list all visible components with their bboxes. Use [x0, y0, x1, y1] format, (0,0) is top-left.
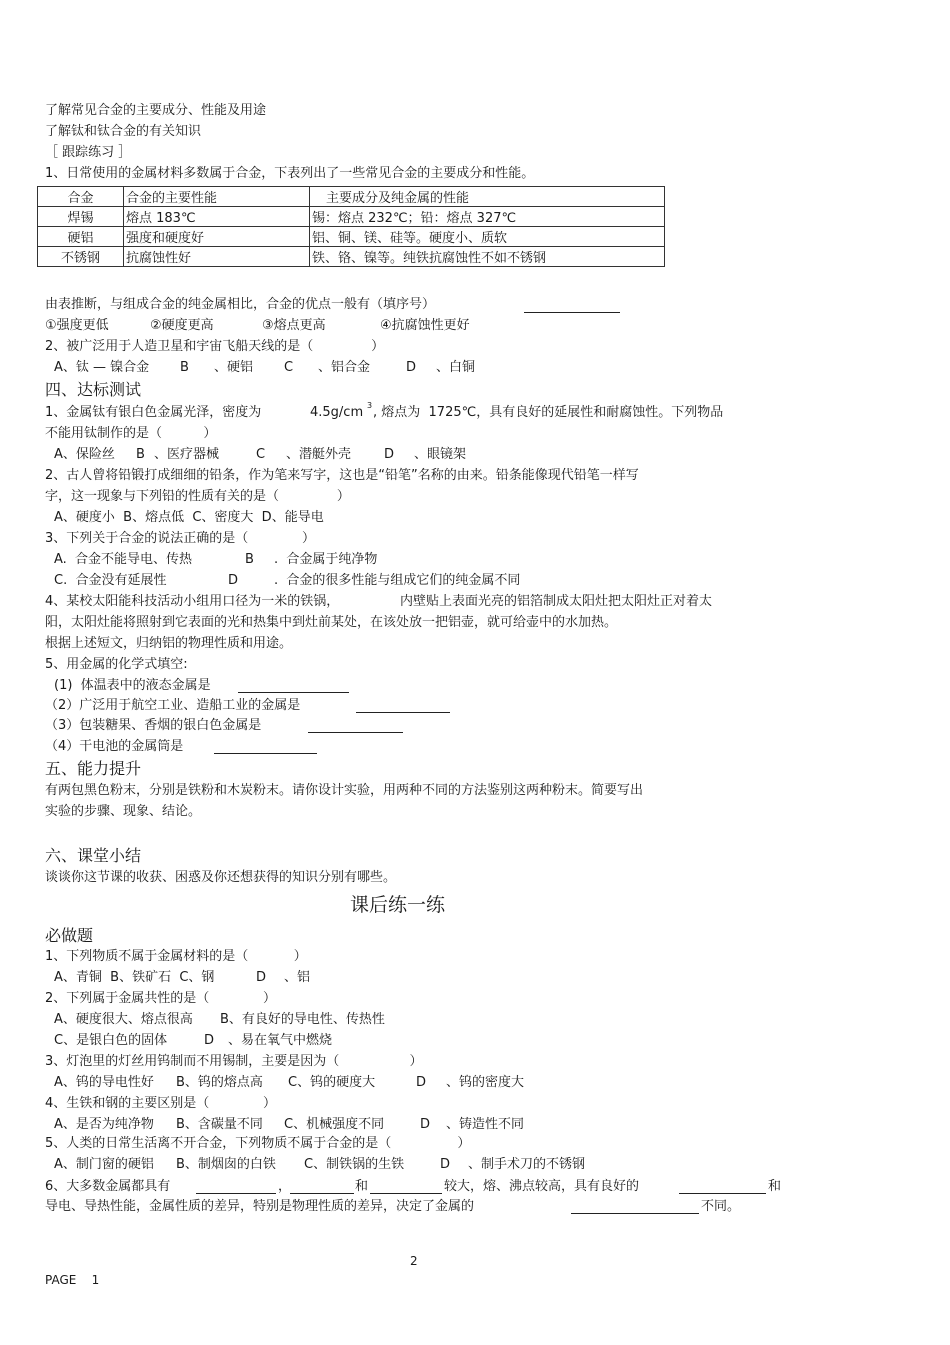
table-cell: 铝、铜、镁、硅等。硬度小、质软	[310, 227, 665, 247]
section4-q3-option: B	[245, 552, 254, 567]
homework-q4-option: A、是否为纯净物	[54, 1117, 154, 1132]
section4-q5-item: （4）干电池的金属筒是	[45, 739, 184, 754]
homework-q1-option: 、铝	[284, 970, 311, 985]
tracking-q2-option: 、白铜	[436, 360, 476, 375]
section4-heading: 四、达标测试	[45, 380, 142, 399]
homework-q6-end: 不同。	[701, 1199, 741, 1214]
table-cell: 抗腐蚀性好	[124, 247, 310, 267]
page-number: 2	[410, 1254, 418, 1268]
homework-q5-option: A、制门窗的硬铝	[54, 1157, 154, 1172]
table-cell: 硬铝	[38, 227, 124, 247]
homework-q4-option: C、机械强度不同	[284, 1117, 385, 1132]
section4-q1-option: 、潜艇外壳	[286, 447, 352, 462]
table-row	[38, 207, 665, 227]
section4-q3-option: A. 合金不能导电、传热	[54, 552, 193, 567]
answer-blank[interactable]	[214, 753, 317, 754]
section5-line1: 有两包黑色粉末，分别是铁粉和木炭粉末。请你设计实验，用两种不同的方法鉴别这两种粉末。简要写出	[45, 783, 644, 798]
tracking-q1-option: ③熔点更高	[262, 318, 326, 333]
homework-title: 课后练一练	[350, 894, 446, 916]
section4-q5-item: （2）广泛用于航空工业、造船工业的金属是	[45, 698, 301, 713]
homework-q1-option: A、青铜 B、铁矿石 C、钢	[54, 970, 215, 985]
section4-q1-option: 、眼镜架	[414, 447, 467, 462]
answer-blank[interactable]	[238, 692, 349, 693]
section4-q4-c: 阳，太阳灶能将照射到它表面的光和热集中到灶前某处，在该处放一把铝壶，就可给壶中的水加热。	[45, 615, 618, 630]
table-cell: 熔点 183℃	[124, 207, 310, 227]
page-label: PAGE 1	[45, 1273, 100, 1287]
homework-q2-option: 、易在氧气中燃烧	[228, 1033, 333, 1048]
homework-q2: 2、下列属于金属共性的是（ ）	[45, 991, 276, 1006]
homework-q6-and1: 和	[355, 1179, 369, 1194]
section4-q1-c: 不能用钛制作的是（ ）	[45, 426, 217, 441]
section4-q1-a: 1、金属钛有银白色金属光泽，密度为	[45, 405, 262, 420]
table-row	[38, 247, 665, 267]
answer-blank[interactable]	[290, 1193, 354, 1194]
section4-q5-text: 5、用金属的化学式填空:	[45, 657, 188, 672]
section4-q1-sup: 3	[367, 401, 373, 410]
homework-q1: 1、下列物质不属于金属材料的是（ ）	[45, 949, 307, 964]
homework-q5-option: D	[440, 1157, 451, 1172]
table-cell: 不锈钢	[38, 247, 124, 267]
section4-q1-option: B	[136, 447, 145, 462]
section4-q3-option: C. 合金没有延展性	[54, 573, 167, 588]
homework-q2-option: B、有良好的导电性、传热性	[220, 1012, 385, 1027]
tracking-q2-option: C	[284, 360, 294, 375]
homework-q1-option: D	[256, 970, 267, 985]
homework-q2-option: A、硬度很大、熔点很高	[54, 1012, 193, 1027]
tracking-heading: ［ 跟踪练习 ］	[45, 145, 132, 160]
homework-q6-c: 导电、导热性能，金属性质的差异，特别是物理性质的差异，决定了金属的	[45, 1199, 475, 1214]
homework-q4: 4、生铁和钢的主要区别是（ ）	[45, 1096, 276, 1111]
section4-q5-item: (1) 体温表中的液态金属是	[54, 678, 211, 693]
homework-q5-option: C、制铁锅的生铁	[304, 1157, 405, 1172]
homework-q4-option: 、铸造性不同	[446, 1117, 525, 1132]
tracking-q2-option: B	[180, 360, 189, 375]
tracking-q2-text: 2、被广泛用于人造卫星和宇宙飞船天线的是（ ）	[45, 339, 385, 354]
table-cell: 锡：熔点 232℃；铅：熔点 327℃	[310, 207, 665, 227]
homework-q5: 5、人类的日常生活离不开合金，下列物质不属于合金的是（ ）	[45, 1136, 471, 1151]
section4-q5-item: （3）包装糖果、香烟的银白色金属是	[45, 718, 262, 733]
table-cell: 铁、铬、镍等。纯铁抗腐蚀性不如不锈钢	[310, 247, 665, 267]
homework-q3-option: A、钨的导电性好	[54, 1075, 154, 1090]
answer-blank[interactable]	[196, 1193, 276, 1194]
section4-q4-a: 4、某校太阳能科技活动小组用口径为一米的铁锅，	[45, 594, 340, 609]
homework-q6-comma: ，	[278, 1179, 292, 1194]
section4-q3-option: D	[228, 573, 239, 588]
alloy-table	[37, 186, 665, 267]
answer-blank[interactable]	[679, 1193, 766, 1194]
section4-q1-option: D	[384, 447, 395, 462]
answer-blank[interactable]	[356, 712, 450, 713]
section4-q3-option: . 合金的很多性能与组成它们的纯金属不同	[274, 573, 521, 588]
homework-q4-option: B、含碳量不同	[176, 1117, 263, 1132]
homework-q3-option: 、钨的密度大	[446, 1075, 525, 1090]
homework-q4-option: D	[420, 1117, 431, 1132]
tracking-q2-option: 、铝合金	[318, 360, 371, 375]
section6-heading: 六、课堂小结	[45, 846, 142, 865]
homework-subheading: 必做题	[45, 926, 94, 945]
table-header-cell: 合金	[38, 187, 124, 207]
answer-blank[interactable]	[571, 1213, 699, 1214]
table-header-cell: 合金的主要性能	[124, 187, 310, 207]
section4-q1-option: A、保险丝	[54, 447, 115, 462]
table-row	[38, 227, 665, 247]
tracking-q2-option: 、硬铝	[214, 360, 254, 375]
homework-q3-option: C、钨的硬度大	[288, 1075, 376, 1090]
objective-1: 了解常见合金的主要成分、性能及用途	[45, 103, 267, 118]
tracking-q2-option: D	[406, 360, 417, 375]
section5-line2: 实验的步骤、现象、结论。	[45, 804, 202, 819]
section4-q1-density: 4.5g/cm	[310, 405, 364, 420]
answer-blank[interactable]	[370, 1193, 442, 1194]
homework-q6-and2: 和	[768, 1179, 782, 1194]
section4-q3-text: 3、下列关于合金的说法正确的是（ ）	[45, 531, 315, 546]
homework-q3-option: D	[416, 1075, 427, 1090]
section4-q2-options: A、硬度小 B、熔点低 C、密度大 D、能导电	[54, 510, 324, 525]
homework-q6-a: 6、大多数金属都具有	[45, 1179, 171, 1194]
table-cell: 强度和硬度好	[124, 227, 310, 247]
homework-q2-option: D	[204, 1033, 215, 1048]
table-header-row	[38, 187, 665, 207]
section4-q3-option: . 合金属于纯净物	[274, 552, 378, 567]
tracking-q1-text: 1、日常使用的金属材料多数属于合金，下表列出了一些常见合金的主要成分和性能。	[45, 166, 535, 181]
answer-blank[interactable]	[308, 732, 403, 733]
objective-2: 了解钛和钛合金的有关知识	[45, 124, 202, 139]
homework-q2-option: C、是银白色的固体	[54, 1033, 168, 1048]
section4-q4-d: 根据上述短文，归纳铝的物理性质和用途。	[45, 636, 293, 651]
tracking-q1-option: ②硬度更高	[150, 318, 214, 333]
tracking-q2-option: A、钛 — 镍合金	[54, 360, 150, 375]
table-cell: 焊锡	[38, 207, 124, 227]
section4-q2-b: 字，这一现象与下列铅的性质有关的是（ ）	[45, 489, 350, 504]
answer-blank[interactable]	[524, 312, 620, 313]
tracking-q1-option: ①强度更低	[45, 318, 109, 333]
section4-q4-b: 内壁贴上表面光亮的铝箔制成太阳灶把太阳灶正对着太	[400, 594, 713, 609]
section4-q2-a: 2、古人曾将铅锻打成细细的铅条，作为笔来写字，这也是“铅笔”名称的由来。铅条能像现代铅笔一样写	[45, 468, 639, 483]
section4-q1-option: C	[256, 447, 266, 462]
tracking-q1-option: ④抗腐蚀性更好	[380, 318, 470, 333]
homework-q5-option: 、制手术刀的不锈钢	[468, 1157, 586, 1172]
section6-line1: 谈谈你这节课的收获、困惑及你还想获得的知识分别有哪些。	[45, 870, 397, 885]
homework-q6-b: 较大，熔、沸点较高，具有良好的	[444, 1179, 640, 1194]
tracking-q1-infer: 由表推断，与组成合金的纯金属相比，合金的优点一般有（填序号）	[45, 297, 436, 312]
homework-q3: 3、灯泡里的灯丝用钨制而不用锡制，主要是因为（ ）	[45, 1054, 423, 1069]
homework-q3-option: B、钨的熔点高	[176, 1075, 263, 1090]
section5-heading: 五、能力提升	[45, 759, 142, 778]
table-header-cell: 主要成分及纯金属的性能	[310, 187, 665, 207]
homework-q5-option: B、制烟囱的白铁	[176, 1157, 276, 1172]
section4-q1-option: 、医疗器械	[154, 447, 220, 462]
section4-q1-b: , 熔点为 1725℃，具有良好的延展性和耐腐蚀性。下列物品	[373, 405, 724, 420]
